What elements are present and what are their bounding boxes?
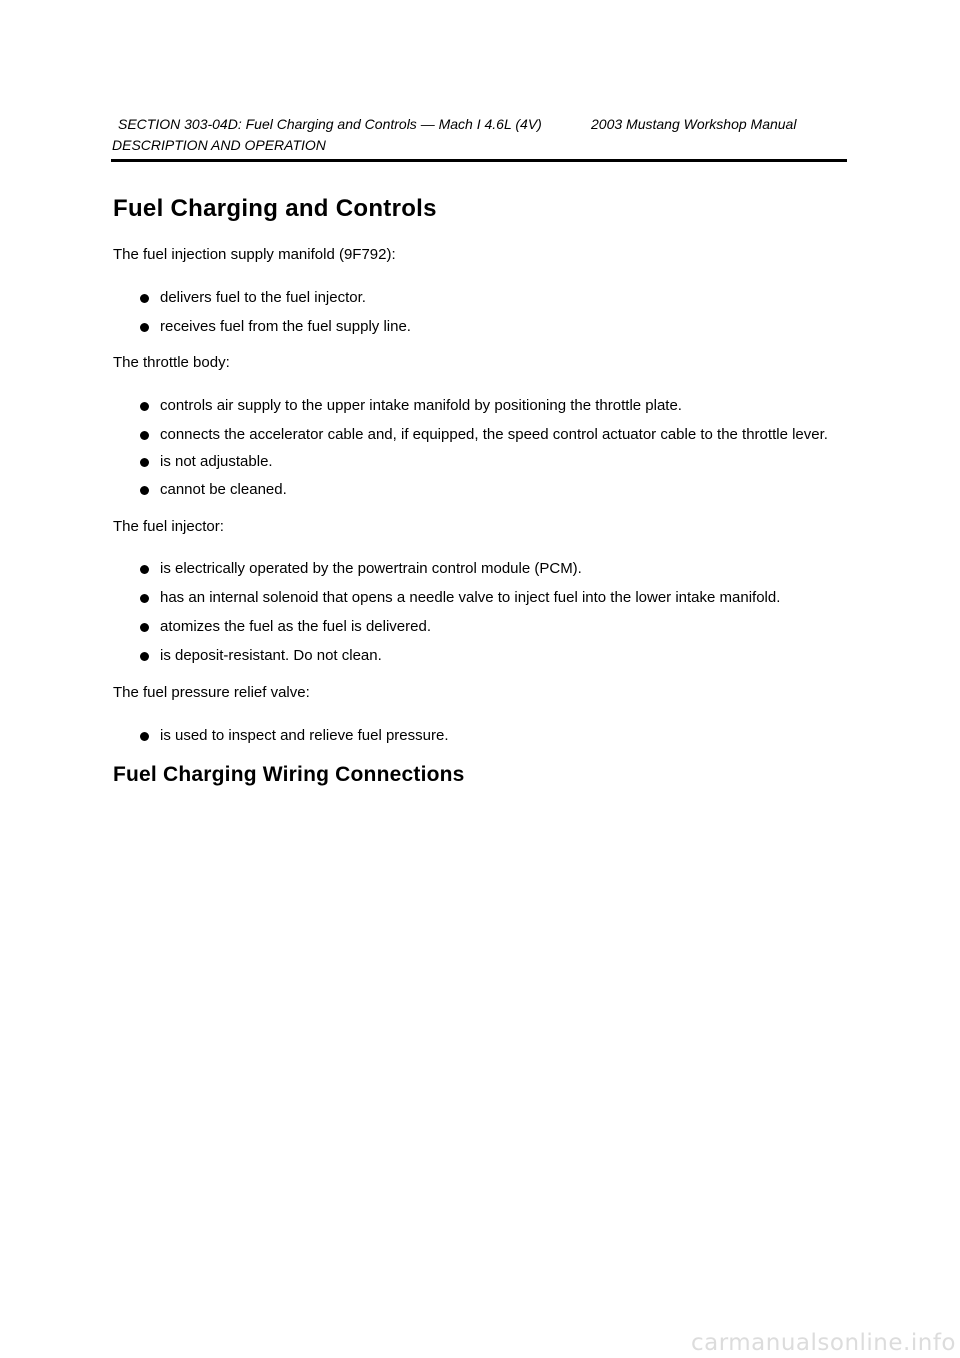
header-subsection: DESCRIPTION AND OPERATION	[112, 137, 326, 153]
list-item-text: has an internal solenoid that opens a needle valve to inject fuel into the lower intake manifold.	[160, 589, 781, 606]
list-item-text: is not adjustable.	[160, 453, 273, 470]
bullet-icon	[140, 623, 149, 632]
bullet-icon	[140, 732, 149, 741]
header-section-title: SECTION 303-04D: Fuel Charging and Controls — Mach I 4.6L (4V)	[118, 116, 542, 132]
list-item	[113, 588, 843, 608]
bullet-icon	[140, 458, 149, 467]
list-item	[113, 396, 843, 416]
header-manual-title: 2003 Mustang Workshop Manual	[591, 116, 797, 132]
page-header	[112, 116, 847, 153]
section-supply-manifold	[113, 245, 843, 337]
list-item-text: controls air supply to the upper intake manifold by positioning the throttle plate.	[160, 397, 682, 414]
bullet-icon	[140, 652, 149, 661]
list-item	[113, 425, 843, 445]
bullet-icon	[140, 486, 149, 495]
list-item	[113, 646, 843, 666]
section-intro: The throttle body:	[113, 354, 230, 371]
bullet-icon	[140, 594, 149, 603]
list-item-text: atomizes the fuel as the fuel is delivered.	[160, 618, 431, 635]
list-item-text: connects the accelerator cable and, if equipped, the speed control actuator cable to the throttle lever.	[160, 426, 828, 443]
page-title: Fuel Charging and Controls	[113, 195, 437, 222]
section-fuel-injector	[113, 517, 843, 666]
list-item	[113, 726, 843, 746]
bullet-list	[113, 726, 843, 746]
header-divider	[111, 159, 847, 162]
bullet-list	[113, 559, 843, 666]
bullet-icon	[140, 402, 149, 411]
page-content	[113, 193, 843, 789]
list-item-text: receives fuel from the fuel supply line.	[160, 318, 411, 335]
list-item	[113, 452, 843, 472]
bullet-icon	[140, 565, 149, 574]
list-item-text: is used to inspect and relieve fuel pressure.	[160, 727, 449, 744]
section-intro: The fuel injection supply manifold (9F792):	[113, 246, 396, 263]
list-item	[113, 317, 843, 337]
section-heading-wiring: Fuel Charging Wiring Connections	[113, 763, 465, 786]
list-item	[113, 480, 843, 500]
section-intro: The fuel injector:	[113, 518, 224, 535]
bullet-list	[113, 288, 843, 337]
section-pressure-relief-valve	[113, 683, 843, 746]
bullet-icon	[140, 323, 149, 332]
list-item-text: cannot be cleaned.	[160, 481, 287, 498]
section-intro: The fuel pressure relief valve:	[113, 684, 310, 701]
bullet-icon	[140, 294, 149, 303]
watermark: carmanualsonline.info	[690, 1330, 956, 1356]
list-item-text: is electrically operated by the powertrain control module (PCM).	[160, 560, 582, 577]
list-item	[113, 617, 843, 637]
list-item	[113, 559, 843, 579]
section-throttle-body	[113, 353, 843, 500]
bullet-list	[113, 396, 843, 500]
list-item	[113, 288, 843, 308]
bullet-icon	[140, 431, 149, 440]
list-item-text: is deposit-resistant. Do not clean.	[160, 647, 382, 664]
list-item-text: delivers fuel to the fuel injector.	[160, 289, 366, 306]
header-top-line	[112, 116, 847, 134]
